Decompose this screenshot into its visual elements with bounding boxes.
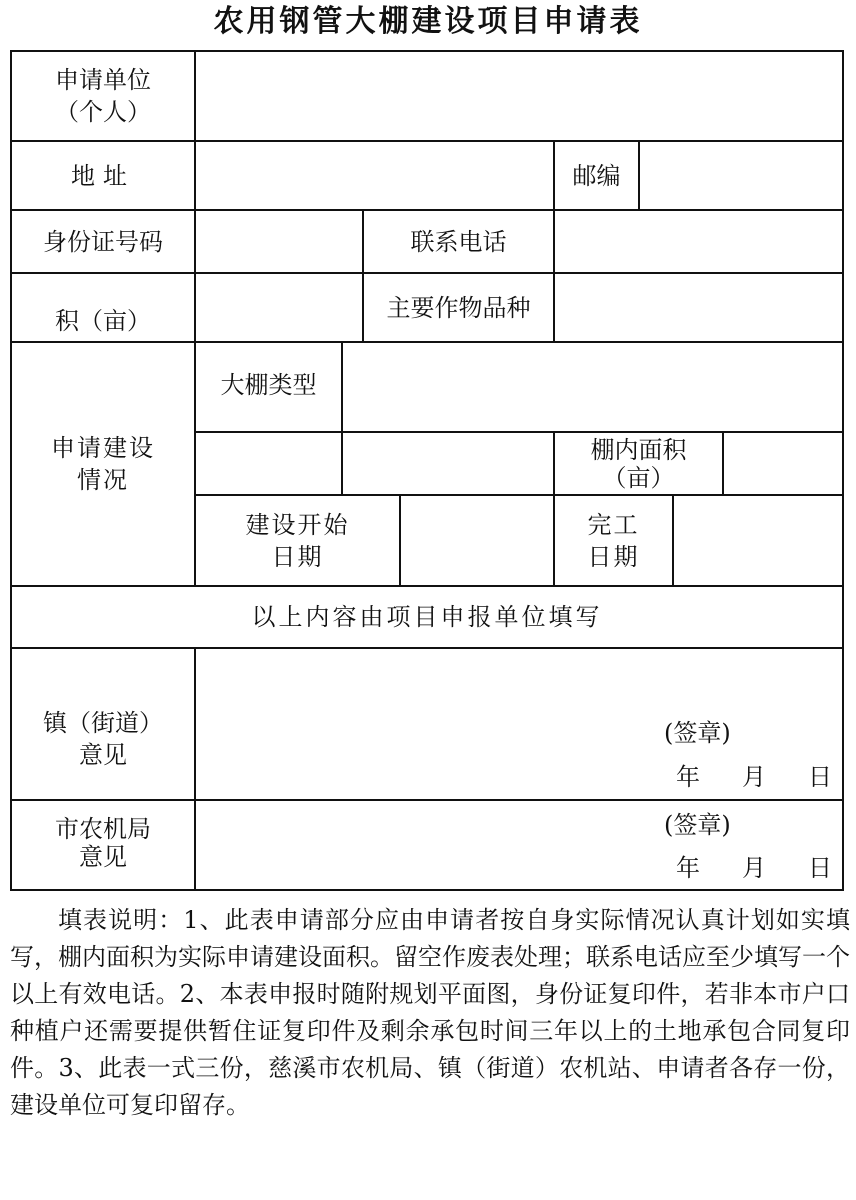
postcode-field[interactable] [640, 142, 842, 209]
crop-label: 主要作物品种 [386, 293, 531, 322]
construction-label-line1: 申请建设 [51, 434, 155, 462]
phone-field[interactable] [555, 211, 842, 272]
applicant-label [12, 52, 194, 140]
instructions-text [10, 902, 850, 1124]
start-date-label-line1: 建设开始 [245, 510, 350, 539]
town-opinion-label [12, 649, 194, 799]
city-year: 年 [676, 854, 700, 882]
crop-field[interactable] [555, 274, 842, 341]
address-field[interactable] [196, 142, 553, 209]
town-opinion-label-line2: 意见 [79, 741, 127, 769]
start-date-label [196, 496, 399, 585]
inner-area-label [555, 433, 722, 494]
inner-area-label-line2: （亩） [602, 463, 675, 492]
filled-by-note: 以上内容由项目申报单位填写 [251, 603, 603, 631]
table-border-bottom [10, 889, 844, 891]
city-seal-label: (签章) [664, 811, 731, 839]
construction-label [12, 343, 194, 585]
id-number-label: 身份证号码 [43, 227, 163, 256]
applicant-label-line1: 申请单位 [55, 66, 151, 94]
town-day: 日 [808, 763, 832, 791]
finish-date-field[interactable] [674, 496, 842, 585]
finish-date-label [555, 496, 672, 585]
town-year: 年 [676, 763, 700, 791]
town-month: 月 [742, 763, 766, 791]
greenhouse-type-label: 大棚类型 [220, 371, 317, 399]
inner-area-field[interactable] [724, 433, 842, 494]
blank-field[interactable] [343, 433, 553, 494]
inner-area-label-line1: 棚内面积 [590, 435, 687, 464]
address-label: 地址 [71, 161, 135, 190]
area-label: 积（亩） [55, 307, 151, 335]
phone-label: 联系电话 [410, 227, 507, 256]
finish-date-label-line1: 完工 [587, 510, 640, 539]
city-opinion-label-line2: 意见 [79, 843, 127, 871]
city-month: 月 [742, 854, 766, 882]
start-date-field[interactable] [401, 496, 553, 585]
greenhouse-type-field[interactable] [343, 343, 842, 431]
city-opinion-label-line1: 市农机局 [55, 815, 151, 843]
start-date-label-line2: 日期 [271, 542, 324, 571]
town-opinion-label-line1: 镇（街道） [43, 709, 163, 737]
table-border-right [842, 50, 844, 891]
id-number-field[interactable] [196, 211, 362, 272]
applicant-field[interactable] [196, 52, 842, 140]
applicant-label-line2: （个人） [55, 98, 151, 126]
finish-date-label-line2: 日期 [587, 542, 640, 571]
area-field[interactable] [196, 274, 362, 341]
blank-field[interactable] [196, 433, 341, 494]
postcode-label: 邮编 [572, 161, 621, 190]
town-seal-label: (签章) [664, 719, 731, 747]
city-day: 日 [808, 854, 832, 882]
form-title: 农用钢管大棚建设项目申请表 [213, 4, 643, 39]
instructions-paragraph: 填表说明：1、此表申请部分应由申请者按自身实际情况认真计划如实填写，棚内面积为实际申请建设面积。留空作废表处理；联系电话应至少填写一个以上有效电话。2、本表申报时随附规划平面图，身份证复印件，若非本市户口种植户还需要提供暂住证复印件及剩余承包时间三年以上的土地承包合同复印件。3、此表一式三份，慈溪市农机局、镇（街道）农机站、申请者各存一份，建设单位可复印留存。 [10, 906, 850, 1119]
construction-label-line2: 情况 [77, 466, 129, 494]
city-opinion-label [12, 801, 194, 889]
